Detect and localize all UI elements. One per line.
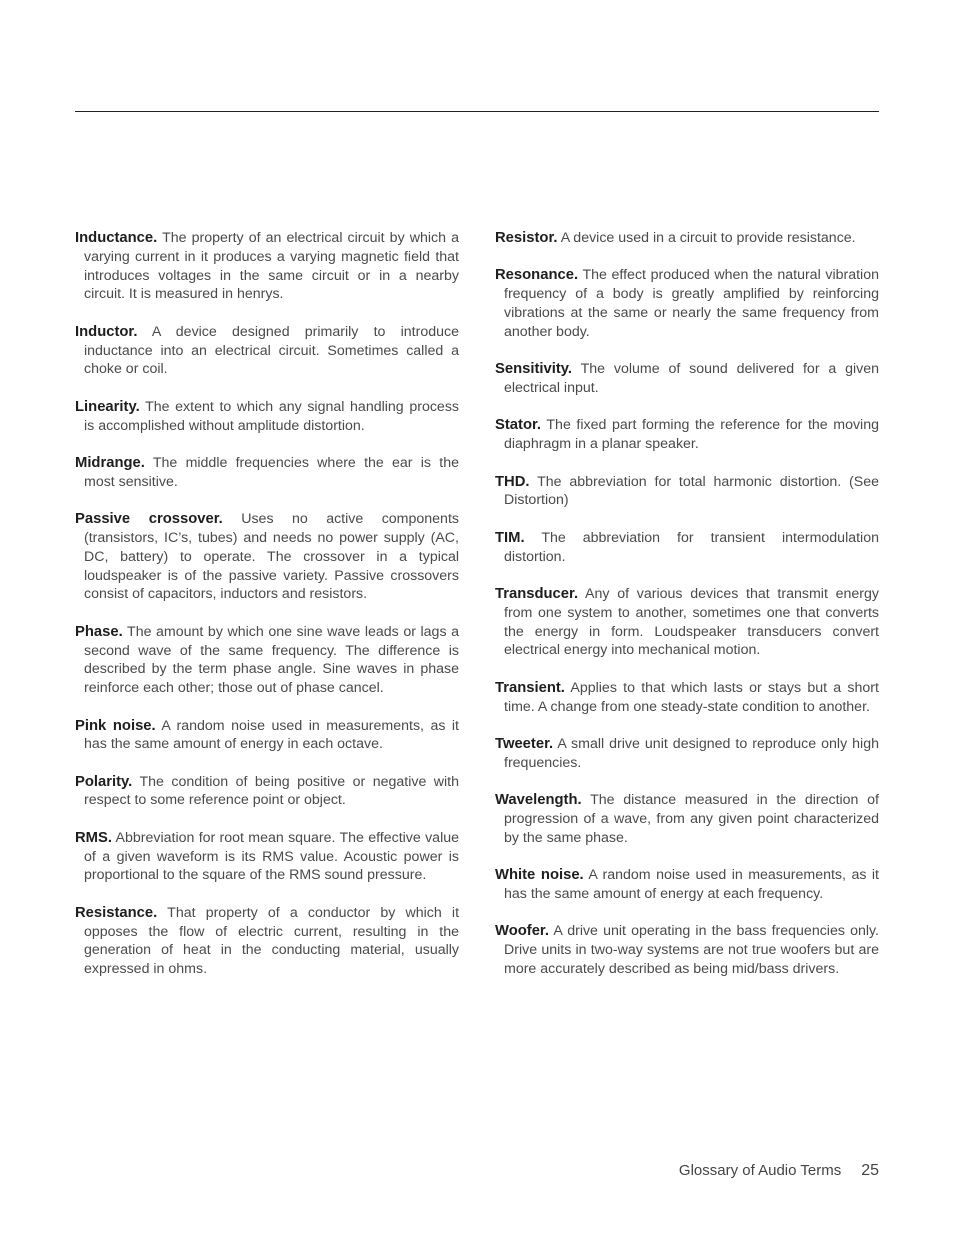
glossary-definition: That property of a conductor by which it opposes the flow of electric current, resulting in the generation of heat in the conducting material, usually expressed in ohms. [84,904,460,978]
glossary-term: RMS. [75,829,112,846]
glossary-column-right [495,229,879,997]
glossary-definition: A device designed primarily to introduce inductance into an electrical circuit. Sometimes called a choke or coil. [84,323,459,378]
glossary-entry [75,398,459,436]
glossary-term: Midrange. [75,454,145,471]
footer-title: Glossary of Audio Terms [678,1162,842,1179]
glossary-definition: The distance measured in the direction of progression of a wave, from any given point characterized by the same phase. [504,792,879,846]
glossary-definition: The extent to which any signal handling process is accomplished without amplitude distortion. [84,398,460,434]
glossary-term: Inductor. [75,323,138,340]
glossary-term: Inductance. [75,230,158,246]
glossary-term: THD. [495,473,530,490]
glossary-term: Woofer. [495,923,549,940]
glossary-definition: A random noise used in measurements, as it has the same amount of energy in each octave. [84,717,459,753]
glossary-entry [75,904,459,979]
glossary-entry [75,829,459,885]
glossary-definition: The volume of sound delivered for a given electrical input. [504,361,880,396]
page-footer [679,1162,879,1180]
glossary-entry [495,585,879,660]
glossary-entry [75,323,459,379]
glossary-definition: A drive unit operating in the bass frequencies only. Drive units in two-way systems are not true woofers but are more accurately described as being mid/bass drivers. [504,923,879,977]
glossary-entry [495,360,879,398]
glossary-term: Transducer. [495,585,579,602]
glossary-definition: The amount by which one sine wave leads or lags a second wave of the same frequency. The difference is described by the term phase angle. Sine waves in phase reinforce each other; those out of phase cancel. [84,623,459,697]
glossary-definition: Applies to that which lasts or stays but a short time. A change from one steady-state condition to another. [504,679,879,715]
glossary-definition: A random noise used in measurements, as it has the same amount of energy at each frequency. [504,867,879,902]
glossary-term: Linearity. [75,398,140,415]
glossary-definition: The condition of being positive or negative with respect to some reference point or object. [84,773,460,809]
glossary-term: Sensitivity. [495,361,573,378]
glossary-definition: Abbreviation for root mean square. The effective value of a given waveform is its RMS value. Acoustic power is proportional to the square of the RMS sound pressure. [84,829,459,884]
glossary-definition: The abbreviation for total harmonic distortion. (See Distortion) [504,473,879,509]
glossary-definition: The abbreviation for transient intermodulation distortion. [504,529,879,565]
glossary-entry [75,229,459,304]
glossary-term: Transient. [495,679,565,696]
glossary-entry [75,623,459,698]
glossary-entry [495,922,879,978]
glossary-term: Resistor. [495,230,558,246]
glossary-definition: The middle frequencies where the ear is the most sensitive. [84,454,459,490]
glossary-term: Wavelength. [495,792,582,809]
glossary-entry [495,735,879,773]
glossary-entry [495,679,879,717]
glossary-entry [75,773,459,811]
glossary-definition: A small drive unit designed to reproduce only high frequencies. [504,735,879,771]
glossary-entry [75,454,459,492]
glossary-entry [75,717,459,755]
glossary-definition: A device used in a circuit to provide resistance. [560,230,856,246]
glossary-term: Resonance. [495,267,579,284]
glossary-entry [495,416,879,454]
glossary-term: Phase. [75,623,123,640]
glossary-term: Tweeter. [495,735,554,752]
glossary-term: Stator. [495,417,542,434]
glossary-definition: Uses no active components (transistors, IC’s, tubes) and needs no power supply (AC, DC, battery) to operate. The crossover in a typical loudspeaker is of the passive variety. Passive crossovers consist of capacitors, inductors and resistors. [84,511,459,603]
page-number: 25 [861,1162,879,1179]
glossary-term: TIM. [495,529,525,546]
glossary-term: Passive crossover. [75,511,223,528]
glossary-definition: The fixed part forming the reference for the moving diaphragm in a planar speaker. [504,417,879,453]
glossary-definition: The effect produced when the natural vibration frequency of a body is greatly amplified by reinforcing vibrations at the same or nearly the same frequency from another body. [504,267,879,340]
glossary-term: Polarity. [75,773,133,790]
glossary-term: Resistance. [75,904,158,921]
glossary-column-left [75,229,459,998]
glossary-entry [495,229,879,248]
glossary-definition: The property of an electrical circuit by which a varying current in it produces a varying magnetic field that introduces voltages in the same circuit or in a nearby circuit. It is measured in henrys. [84,230,459,303]
glossary-entry [495,791,879,847]
glossary-entry [495,529,879,567]
glossary-entry [495,473,879,511]
glossary-entry [495,266,879,341]
glossary-entry [495,866,879,904]
glossary-term: Pink noise. [75,717,156,734]
glossary-entry [75,510,459,604]
glossary-definition: Any of various devices that transmit energy from one system to another, sometimes one that converts the energy in form. Loudspeaker transducers convert electrical energy into mechanical motion. [504,585,879,659]
glossary-term: White noise. [495,867,584,884]
header-rule [75,111,879,112]
